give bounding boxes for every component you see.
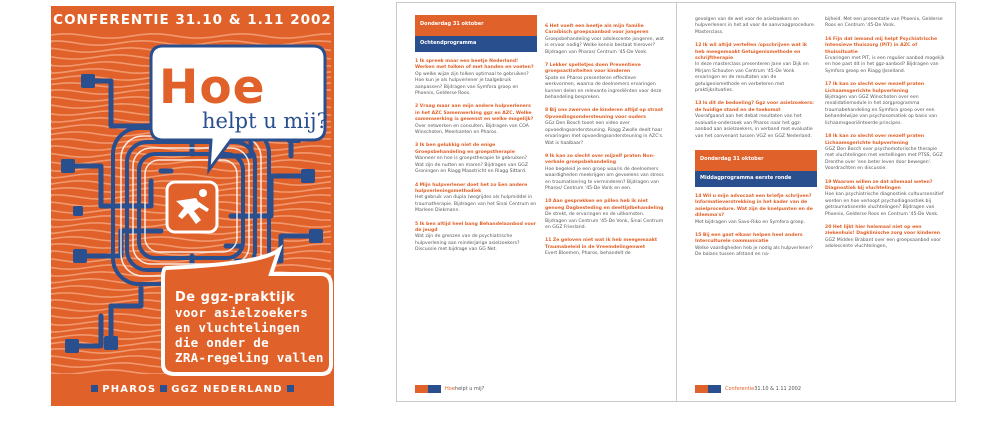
cover-footer — [51, 384, 334, 395]
publisher-ggz: GGZ NEDERLAND — [171, 384, 283, 395]
session-item — [545, 108, 667, 146]
session-description: Ervaringen met PIT, is een regulier aanbod mogelijk en hoe past dit in het ggz-aanbod? Bijdragen van Symfora groep en Riagg IJsselland. — [825, 56, 945, 74]
session-title: Aan gesprekken en pillen heb ik niet genoeg Dagbesteding en deeltijdbehandeling — [545, 199, 664, 211]
session-item — [825, 134, 947, 172]
brochure-cover — [51, 6, 334, 406]
session-heading — [545, 63, 667, 76]
session-item — [545, 63, 667, 101]
square-bullet-icon — [287, 385, 294, 392]
session-title: Ik kan zo slecht over mijzelf praten Non-verbale groepsbehandeling — [545, 153, 655, 166]
session-list — [695, 194, 817, 259]
session-description: Hoe kan psychiatrische diagnostiek cultuursensitief worden en hoe verloopt psychodiagnostiek bij getraumatiseerde vluchtelingen? Bijdragen van Phoenix, Gelderse Roos en Centrum '45-De Vonk. — [825, 192, 944, 217]
session-description: Welke vaardigheden heb je nodig als hulpverlener? De balans tussen afstand en na- — [695, 245, 813, 258]
session-description: In deze masterclass presenteren Jane van Dijk en Mirjam Schouten van Centrum '45-De Vonk ervaringen en de resultaten van de getuigenismethode en verbeteren met praktijksituaties. — [695, 62, 809, 94]
session-item — [545, 238, 667, 257]
session-number: 4 — [415, 182, 419, 188]
session-heading — [825, 134, 947, 147]
session-heading — [415, 143, 537, 156]
session-title: Mijn hulpverlener doet het zo Een andere hulpverleningsmethodiek — [415, 182, 528, 194]
subtitle-line: en vluchtelingen — [175, 320, 301, 335]
footer-bar-icon — [695, 385, 708, 393]
session-title: Het voelt een beetje als mijn familie Caraïbisch groepsaanbod voor jongeren — [545, 24, 649, 36]
session-heading — [695, 233, 817, 246]
continued-text: gevolgen van de wet voor de asielzoekers en hulpverleners in het ad voor de aanvraagprocedure. Masterclass. — [695, 17, 816, 35]
header-day: Donderdag 31 oktober — [695, 150, 817, 171]
session-title: Ik kan zo slecht over mezelf praten Lichaamsgerichte hulpverlening — [825, 82, 925, 94]
session-heading — [545, 24, 667, 37]
program-header — [695, 150, 817, 187]
square-bullet-icon — [160, 385, 167, 392]
session-item — [545, 199, 667, 231]
session-item — [415, 143, 537, 175]
subtitle-line: ZRA-regeling vallen — [175, 350, 324, 365]
session-number: 3 — [415, 143, 419, 149]
session-number: 18 — [825, 134, 832, 140]
session-heading — [825, 82, 947, 95]
session-heading — [545, 199, 667, 212]
bubble-heading: Hoe — [159, 60, 266, 115]
session-item — [825, 82, 947, 127]
subtitle-line: voor asielzoekers — [175, 305, 309, 320]
session-heading — [695, 43, 817, 62]
header-program: Ochtendprogramma — [415, 36, 537, 52]
session-item — [695, 194, 817, 226]
session-item — [695, 43, 817, 94]
session-heading — [545, 238, 667, 251]
footer-subtitle: helpt u mij? — [454, 386, 485, 392]
session-list — [545, 24, 667, 258]
session-number: 17 — [825, 82, 832, 88]
right-col-2 — [825, 17, 947, 251]
conference-title: CONFERENTIE 31.10 & 1.11 2002 — [53, 12, 332, 28]
session-description: Voorafgaand aan het debat resultaten van het evaluatie-onderzoek van Pharos naar het ggz-aanbod aan asielzoekers, in verband met evaluatie van het convenant tussen VGZ en GGZ Nederland. — [695, 114, 813, 139]
footer-subtitle: 31.10 & 1.11 2002 — [754, 386, 802, 392]
session-list — [415, 59, 537, 254]
session-description: Met bijdragen van Savo-Riko en Symfora groep. — [695, 219, 806, 225]
session-number: 7 — [545, 63, 549, 69]
session-heading — [825, 225, 947, 238]
session-title: Bij ons zwerven de kinderen altijd op straat Opvoedingsondersteuning voor ouders — [545, 108, 664, 120]
session-description: Wat zijn de grenzen van de psychiatrische hulpverlening aan minderjarige asielzoekers? Discussie met bijdrage van GG Net. — [415, 234, 520, 253]
left-page — [396, 2, 676, 402]
session-description: Wanneer en hoe is groepstherapie te gebruiken? Wat zijn de nutten en maren? Bijdragen van GGZ Groningen en Riagg Maastricht en Riagg Sittard. — [415, 156, 529, 175]
session-list — [825, 37, 947, 251]
session-number: 11 — [545, 238, 552, 244]
session-description: GGZ Midden Brabant over een groepsaanbod voor adolescente vluchtelingen, — [825, 237, 942, 250]
session-list — [695, 43, 817, 140]
session-item — [825, 225, 947, 251]
page-footer — [415, 385, 484, 393]
session-title: Ik ben altijd heel bang Behandelaanbod voor de jeugd — [415, 221, 537, 233]
session-title: Ze geloven niet wat ik heb meegemaakt Traumabeleid in de Vreemdelingenwet — [545, 238, 658, 250]
session-item — [545, 24, 667, 56]
session-heading — [545, 154, 667, 167]
session-title: Waarom willen ze dat allemaal weten? Diagnostiek bij vluchtelingen — [825, 179, 933, 191]
session-heading — [695, 101, 817, 114]
subtitle-line: die onder de — [175, 335, 269, 350]
session-description: Hoe begeleid je een groep waarin de deelnemers waardigheden meekrijgen om gevoelens van stress en traumatisering te verminderen? Bijdragen van Pharos/ Centrum '45-De Vonk en een. — [545, 166, 664, 191]
session-title: Het lijkt hier helemaal niet op een ziekenhuis! Dagklinische zorg voor kinderen — [825, 224, 941, 237]
session-item — [415, 104, 537, 136]
session-item — [415, 222, 537, 254]
session-number: 1 — [415, 59, 419, 64]
program-spread — [396, 2, 956, 402]
right-page — [676, 2, 956, 402]
session-title: Fijn dat iemand mij helpt Psychiatrische Intensieve thuiszorg (PIT) in AZC of thuissituatie — [825, 36, 938, 55]
session-heading — [415, 183, 537, 196]
footer-title: Hoe — [445, 386, 455, 392]
session-description: Evert Bloemen, Pharos, behandelt de — [545, 251, 631, 257]
session-heading — [545, 108, 667, 121]
cover-subtitle — [175, 290, 334, 365]
footer-bar-icon — [428, 385, 441, 393]
session-title: Ik ben gelukkig niet de enige Groepsbehandeling en groepstherapie — [415, 143, 515, 155]
footer-bar-icon — [415, 385, 428, 393]
session-title: Is dit de bedoeling? Ggz voor asielzoekers: de huidige stand en de toekomst — [695, 101, 814, 113]
left-col-1 — [415, 15, 537, 254]
session-number: 2 — [415, 104, 419, 110]
left-col-2 — [545, 17, 667, 258]
session-description: GGZ Den Bosch over psychomotorische therapie met vluchtelingen met vertellingen met PTSS, GGZ Drenthe over 'een beter leven door bewegen'. Voordrachten en discussie. — [825, 146, 943, 172]
session-title: Vraag maar aan mijn andere hulpverleners in het AZC Samenwerking ggz en AZC. Welke samenwerking is gewenst en welke mogelijk? — [415, 104, 534, 123]
right-col-1 — [695, 17, 817, 259]
session-number: 12 — [695, 43, 702, 49]
header-program: Middagprogramma eerste ronde — [695, 171, 817, 187]
footer-bar-icon — [708, 385, 721, 393]
session-item — [695, 101, 817, 139]
continued-text: bijheid. Met een presentatie van Phoenix, Gelderse Roos en Centrum '45-De Vonk. — [825, 17, 943, 29]
session-title: Ik spreek maar een beetje Nederland! Werken met tolken of met handen en voeten? — [415, 59, 534, 71]
session-number: 20 — [825, 224, 832, 230]
session-title: Ik wil altijd vertellen /opschrijven wat ik heb meegemaakt Getuigenismethode en schrijftherapie — [695, 43, 807, 62]
session-heading — [415, 59, 537, 72]
session-description: Op welke wijze zijn tolken optimaal te gebruiken? Hoe kun je als hulpverlener je taalgebruik aanpassen? Bijdragen van Symfora groep en Phoenix, Gelderse Roos. — [415, 71, 529, 97]
session-item — [825, 180, 947, 218]
session-description: Bijdragen van GGZ Winschoten over een revalidatiemodule in het zorgprogramma traumabehandeling en Symfora groep over een behandelwijze van psychosomatiek op basis van lichaamsgeoriënteerde principes. — [825, 95, 937, 126]
session-item — [545, 154, 667, 192]
session-heading — [415, 222, 537, 235]
session-number: 10 — [545, 199, 552, 205]
session-title: Ik kan zo slecht over mezelf praten Lichaamsgerichte hulpverlening — [825, 134, 925, 146]
session-item — [825, 37, 947, 75]
header-day: Donderdag 31 oktober — [415, 15, 537, 36]
session-number: 16 — [825, 36, 832, 42]
session-item — [415, 183, 537, 215]
session-item — [695, 233, 817, 259]
session-description: Over netwerken en consulten. Bijdragen van COA Winschoten, Meerkanten en Pharos. — [415, 123, 529, 136]
footer-title: Conferentie — [725, 386, 755, 392]
session-title: Lekker spelletjes doen Preventieve groepsactiviteiten voor kinderen — [545, 63, 641, 75]
session-title: Bij een gast elkaar helpen heel anders Interculturele communicatie — [695, 232, 803, 245]
session-item — [415, 59, 537, 97]
session-number: 13 — [695, 101, 702, 107]
session-number: 19 — [825, 179, 832, 185]
wave-stripe — [51, 244, 331, 248]
page-footer — [695, 385, 801, 393]
session-number: 9 — [545, 153, 549, 159]
session-heading — [825, 180, 947, 193]
session-description: De strekt, de ervaringen en de uitkomsten. Bijdragen van Centrum '45-De Vonk, Sinai Centrum en GGZ Friesland. — [545, 212, 664, 230]
session-number: 5 — [415, 221, 419, 227]
session-number: 6 — [545, 24, 549, 29]
session-description: Spate en Pharos presenteren effectieve werkvormen, waarna de deelnemers ervaringen kunnen delen en relevante ingrediënten voor deze behandeling bespreken. — [545, 75, 662, 101]
publisher-pharos: PHAROS — [102, 384, 157, 395]
session-number: 15 — [695, 232, 702, 238]
program-header — [415, 15, 537, 52]
session-description: GGz Den Bosch toont een video over opvoedingsondersteuning. Riagg Zwolle deelt haar ervaringen met opvoedingsondersteuning in AZC's. Wat is haalbaar? — [545, 121, 664, 146]
session-description: Het gebruik van dupla (wegrijdes als hulpmiddel in traumatherapie. Bijdragen van het Sinai Centrum en Marleen Diekmann. — [415, 195, 537, 214]
session-title: Wil u mijn advocaat een briefje schrijven? Informatieverstrekking in het kader van de asielprocedure. Wat zijn de knelpunten en de dilemma's? — [695, 193, 813, 219]
bubble-subheading: helpt u mij? — [202, 109, 328, 133]
session-heading — [695, 194, 817, 220]
session-heading — [825, 37, 947, 56]
session-description: Groepsbehandeling voor adolescente jongeren, wat is ervoor nodig? Welke kennis bestaat hierover? Bijdragen van Pharos/ Centrum '45-De Vonk. — [545, 36, 664, 55]
subtitle-line: De ggz-praktijk — [175, 290, 296, 305]
session-number: 8 — [545, 108, 549, 114]
session-number: 14 — [695, 193, 702, 199]
square-bullet-icon — [91, 385, 98, 392]
session-heading — [415, 104, 537, 123]
wave-stripe — [51, 34, 331, 38]
